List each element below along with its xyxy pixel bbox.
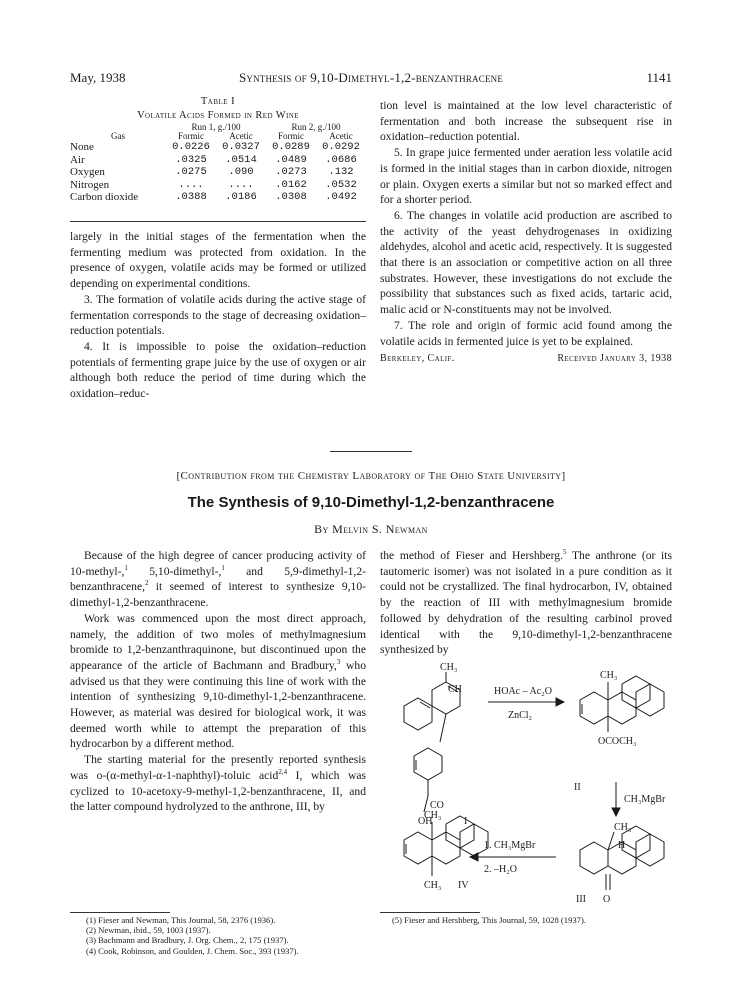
footnote-rule (70, 912, 170, 913)
scheme-text: H (618, 840, 626, 851)
footnote: (5) Fieser and Hershberg, This Journal, 59, 1028 (1937). (392, 915, 586, 925)
ref-mark: 3 (336, 658, 341, 667)
right-column-upper (380, 98, 672, 367)
table-row: None 0.0226 0.0327 0.0289 0.0292 (70, 141, 360, 153)
header-date: May, 1938 (70, 70, 126, 85)
paragraph: 6. The changes in volatile acid production are ascribed to the activity of the yeast dehydrogenases in oxidizing aldehydes, alcohol and acetic acid, respectively. It is suggested that there is an association or competitive action on all three substrates. However, these investigations do not exclude the possibility that substances such as fixed acids, tartaric acid, malic acid or N-constituents may not be involved. (380, 208, 672, 317)
scheme-text: OCOCH₃ (598, 736, 637, 747)
ref-mark: 1 (221, 563, 225, 572)
scheme-label: IV (458, 880, 469, 891)
table-title: Volatile Acids Formed in Red Wine (137, 110, 299, 121)
page-header (70, 70, 672, 88)
col-formic-2: Formic (278, 131, 304, 141)
paragraph: The starting material for the presently reported synthesis was o-(α-methyl-α-1-naphthyl)-toluic acid$^{2,4}$ I, which was cyclized to 10-acetoxy-9-methyl-1,2-benzanthracene, II, and the latter compound hydrolyzed to the anthrone, III, by (70, 753, 366, 814)
scheme-reagent: ZnCl₂ (508, 710, 533, 721)
paragraph: the method of Fieser and Hershberg.$^5$ The anthrone (or its tautomeric isomer) was not isolated in a pure condition as it could not be crystallized. The final hydrocarbon, IV, obtained by the reaction of III with methylmagnesium bromide followed by dehydration of the resulting carbinol proved identical with the 9,10-dimethyl-1,2-benzanthracene synthesized by (380, 548, 672, 657)
right-column-lower (380, 548, 672, 658)
col-acetic-1: Acetic (229, 131, 253, 141)
scheme-label: I (464, 816, 468, 827)
scheme-reagent: 2. –H₂O (484, 864, 517, 875)
footnotes-left (86, 915, 366, 956)
data-table (70, 123, 366, 204)
paragraph: 7. The role and origin of formic acid found among the volatile acids in fermented juice is yet to be explained. (380, 318, 672, 348)
table-bottom-rule (70, 221, 366, 222)
col-run1: Run 1, g./100 (191, 122, 241, 132)
header-running-title: Synthesis of 9,10-Dimethyl-1,2-benzanthracene (238, 70, 504, 85)
scheme-reagent: 1. CH₃MgBr (484, 840, 536, 851)
footnote: (2) Newman, ibid., 59, 1003 (1937). (86, 925, 211, 936)
scheme-label: III (576, 894, 586, 905)
scheme-text: OH (418, 816, 433, 827)
col-run2: Run 2, g./100 (291, 122, 341, 132)
sig-location: Berkeley, Calif. (380, 353, 455, 365)
paragraph: Work was commenced upon the most direct approach, namely, the addition of two moles of methylmagnesium bromide to 1,2-benzanthraquinone, but discontinued upon the appearance of the article of Bachmann and Bradbury,$^3$ who advised us that they were continuing this line of work with the intention of synthesizing 9,10-dimethyl-1,2-benzanthracene. However, as material was desired for biological work, it was deemed worth while to attempt the preparation of this hydrocarbon by a different method. (70, 611, 366, 751)
article-byline: By Melvin S. Newman (314, 522, 428, 536)
scheme-text: CH₃ (600, 670, 618, 681)
table-row: Air .0325 .0514 .0489 .0686 (70, 153, 357, 166)
scheme-text: O (603, 894, 611, 905)
table-row: Carbon dioxide .0388 .0186 .0308 .0492 (70, 191, 357, 203)
paragraph: tion level is maintained at the low level characteristic of fermentation and both increase the subsequent rise in oxidation–reduction potential. (380, 99, 672, 144)
article-title: The Synthesis of 9,10-Dimethyl-1,2-benzanthracene (187, 494, 555, 511)
reaction-scheme (378, 662, 674, 912)
paragraph: 4. It is impossible to poise the oxidation–reduction potentials of fermenting grape juice by the use of oxygen or air although both reduce the period of time during which the oxidation–reduc- (70, 339, 366, 401)
left-column-lower (70, 548, 366, 815)
ref-mark: 1 (124, 563, 128, 572)
col-gas: Gas (111, 131, 125, 141)
scheme-text: CO (430, 800, 444, 811)
footnote: (4) Cook, Robinson, and Goulden, J. Chem. Soc., 393 (1937). (86, 945, 299, 956)
paragraph: 5. In grape juice fermented under aeration less volatile acid is formed in the initial stages than in carbon dioxide, nitrogen or plain. Oxygen exerts a similar but not so marked effect and for a shorter period. (380, 146, 672, 207)
contribution-line: [Contribution from the Chemistry Laboratory of The Ohio State University] (176, 470, 566, 482)
paragraph: 3. The formation of volatile acids during the active stage of fermentation corresponds to the stage of decreasing oxidation–reduction potentials. (70, 292, 366, 338)
ref-mark: 5 (562, 548, 567, 557)
footnote: (1) Fieser and Newman, This Journal, 58, 2376 (1936). (86, 915, 276, 925)
scheme-reagent: CH₃MgBr (624, 794, 666, 805)
scheme-reagent: HOAc – Ac₂O (494, 686, 552, 697)
footnotes-right (392, 915, 672, 925)
ring-i-b (404, 698, 432, 730)
scheme-text: CH₃ (440, 662, 458, 673)
scheme-svg (378, 662, 674, 912)
scheme-text: CH (448, 684, 462, 695)
scheme-text: CH₃ (614, 822, 632, 833)
ring-i-c (414, 748, 442, 780)
footnote: (3) Bachmann and Bradbury, J. Org. Chem., 2, 175 (1937). (86, 935, 289, 946)
header-page-number: 1141 (646, 70, 672, 85)
col-formic-1: Formic (178, 131, 204, 141)
footnote-rule (380, 912, 480, 913)
scheme-text: CH₃ (424, 880, 442, 891)
ref-mark: 2,4 (278, 767, 288, 776)
table-subheader-row (70, 132, 366, 141)
col-acetic-2: Acetic (329, 131, 353, 141)
table-row: Nitrogen .... .... .0162 .0532 (70, 178, 357, 191)
left-column-upper (70, 229, 366, 402)
table-row: Oxygen .0275 .090 .0273 .132 (70, 166, 354, 178)
sig-received: Received January 3, 1938 (557, 353, 672, 365)
ring-iii-a (580, 842, 608, 874)
table-volatile-acids (70, 96, 366, 204)
ring-iv-a (404, 832, 432, 864)
table-label: Table I (200, 96, 236, 107)
scheme-text: CH₃ (424, 810, 442, 821)
paragraph: Because of the high degree of cancer producing activity of 10-methyl-,$^1$ 5,10-dimethyl-,$^1$ and 5,9-dimethyl-1,2-benzanthracene,$^2$ it seemed of interest to synthesize 9,10-dimethyl-1,2-benzanthracene. (70, 549, 366, 610)
paragraph: largely in the initial stages of the fermentation when the fermenting medium was protected from oxidation. In the presence of oxygen, volatile acids may be formed or utilized depending on experimental conditions. (70, 230, 366, 291)
ref-mark: 2 (145, 579, 149, 588)
scheme-label: II (574, 782, 581, 793)
signature-line (380, 351, 672, 367)
ring-ii-a (580, 692, 608, 724)
section-divider (330, 451, 412, 452)
